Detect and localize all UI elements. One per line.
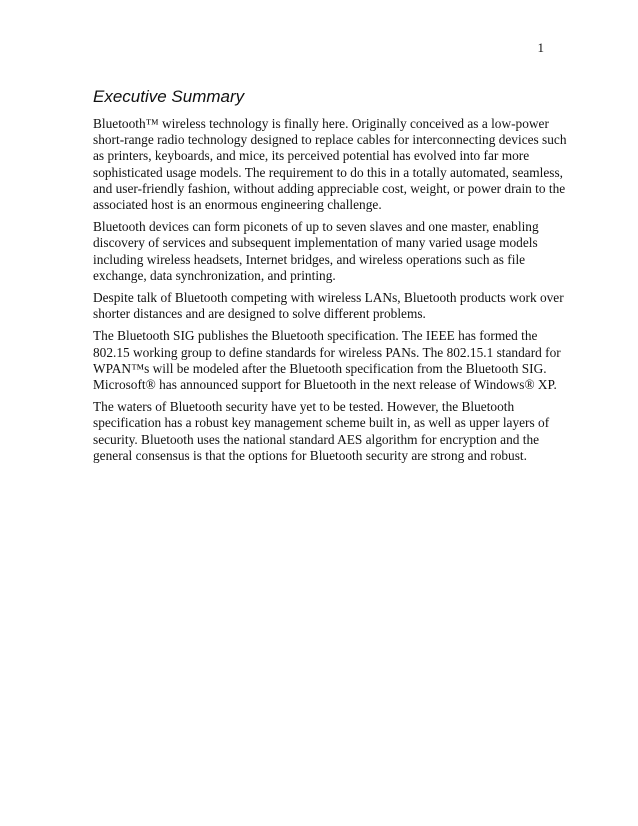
section-heading: Executive Summary [93, 87, 245, 106]
executive-summary-section [93, 86, 571, 470]
page-number: 1 [537, 40, 544, 55]
paragraph-intro: Bluetooth™ wireless technology is finally here. Originally conceived as a low-power short-range radio technology designed to replace cables for interconnecting devices such as printers, keyboards, and mice, its perceived potential has evolved into far more sophisticated usage models. The requirement to do this in a totally automated, seamless, and user-friendly fashion, without adding appreciable cost, weight, or power drain to the associated host is an enormous engineering challenge. [93, 116, 567, 213]
paragraph-specification: The Bluetooth SIG publishes the Bluetooth specification. The IEEE has formed the 802.15 working group to define standards for wireless PANs. The 802.15.1 standard for WPAN™s will be modeled after the Bluetooth specification from the Bluetooth SIG. Microsoft® has announced support for Bluetooth in the next release of Windows® XP. [93, 328, 561, 393]
paragraph-piconets: Bluetooth devices can form piconets of up to seven slaves and one master, enabling discovery of services and subsequent implementation of many varied usage models including wireless headsets, Internet bridges, and wireless operations such as file exchange, data synchronization, and printing. [93, 219, 539, 283]
paragraph-security: The waters of Bluetooth security have yet to be tested. However, the Bluetooth specification has a robust key management scheme built in, as well as upper layers of security. Bluetooth uses the national standard AES algorithm for encryption and the general consensus is that the options for Bluetooth security are strong and robust. [93, 399, 550, 463]
paragraph-wireless-lans: Despite talk of Bluetooth competing with wireless LANs, Bluetooth products work over shorter distances and are designed to solve different problems. [93, 290, 564, 322]
